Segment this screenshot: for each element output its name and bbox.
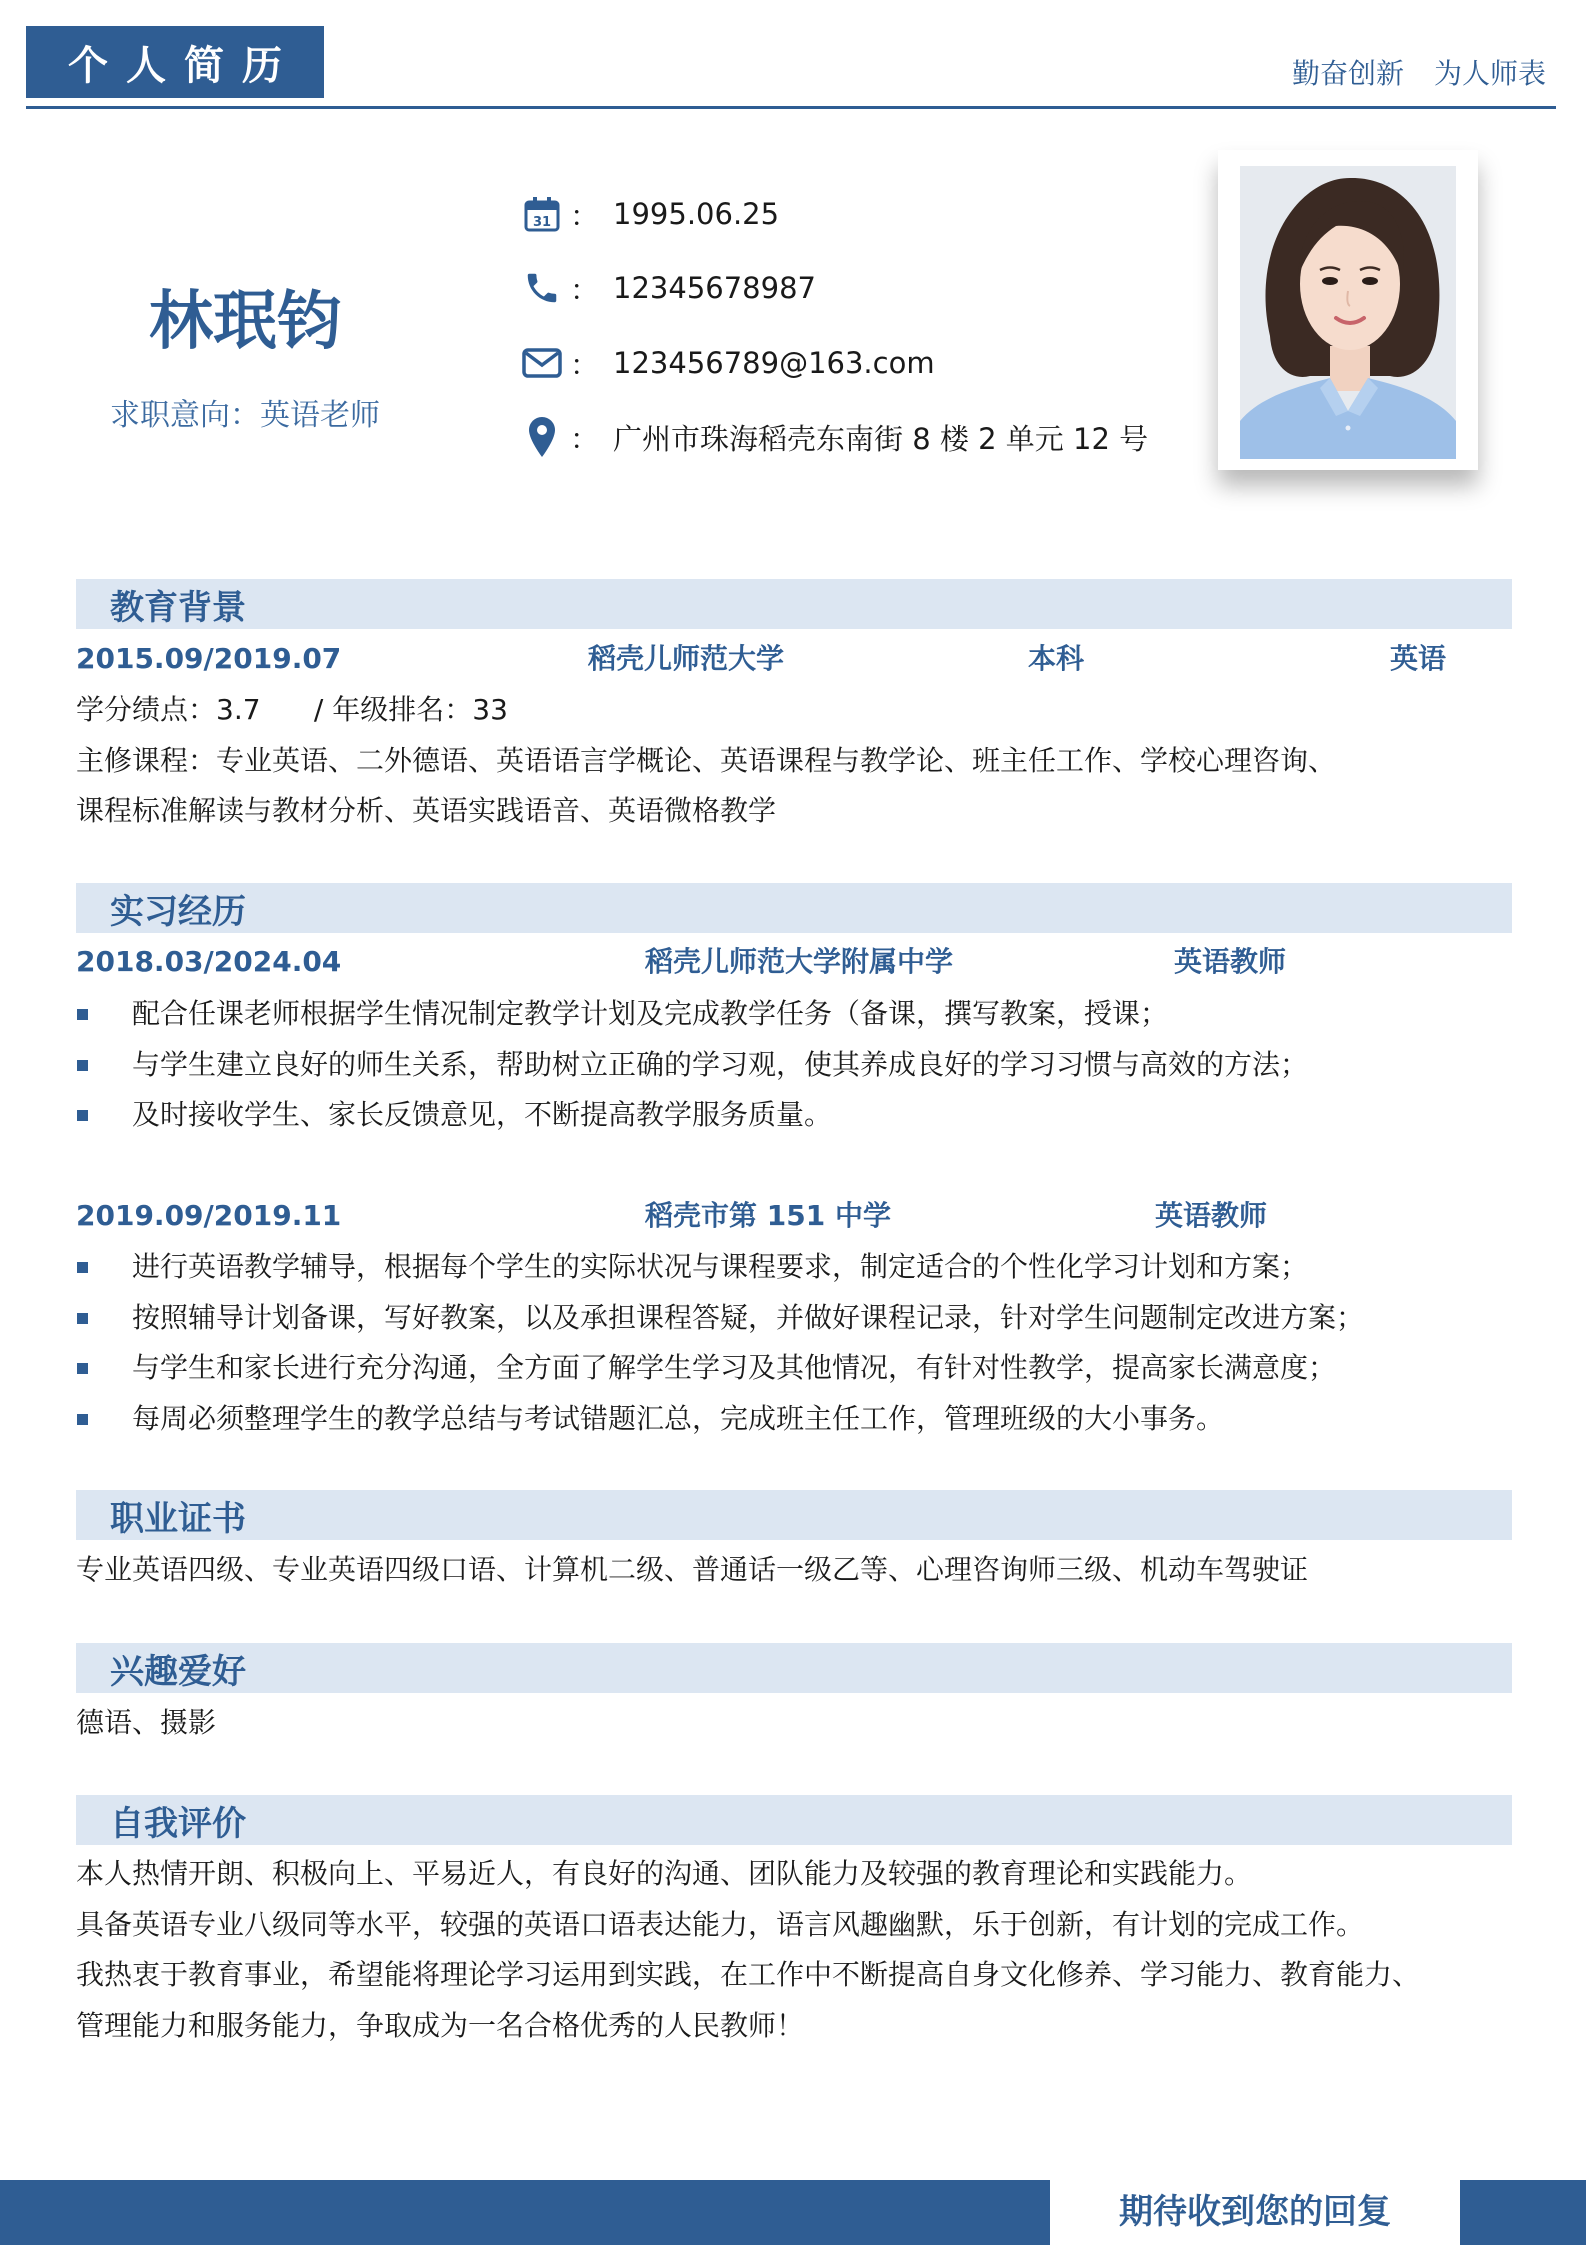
- bullet-square: [77, 1414, 88, 1425]
- section-title-self-evaluation: 自我评价: [110, 1804, 246, 1844]
- footer-bar-left: [0, 2180, 1050, 2245]
- section-bar-education: [76, 579, 1512, 629]
- job-1-duty: 及时接收学生、家长反馈意见，不断提高教学服务质量。: [76, 1093, 832, 1137]
- bullet-square: [77, 1313, 88, 1324]
- birthdate-value: 1995.06.25: [613, 197, 780, 231]
- section-bar-hobbies: [76, 1643, 1512, 1693]
- self-evaluation-line: 本人热情开朗、积极向上、平易近人，有良好的沟通、团队能力及较强的教育理论和实践能力。: [76, 1857, 1253, 1890]
- job-2-duty: 每周必须整理学生的教学总结与考试错题汇总，完成班主任工作，管理班级的大小事务。: [76, 1397, 1224, 1441]
- address-value: 广州市珠海稻壳东南街 8 楼 2 单元 12 号: [613, 421, 1149, 456]
- bullet-square: [77, 1262, 88, 1273]
- education-courses-line-1: 主修课程：专业英语、二外德语、英语语言学概论、英语课程与教学论、班主任工作、学校心理咨询、: [76, 744, 1337, 777]
- contact-birthdate: 31 ： 1995.06.25: [520, 190, 779, 238]
- section-bar-internship: [76, 883, 1512, 933]
- job-2-role: 英语教师: [1155, 1199, 1268, 1232]
- motto-2: 为人师表: [1433, 57, 1546, 90]
- job-1-period: 2018.03/2024.04: [76, 945, 342, 978]
- candidate-name: 林珉钧: [149, 285, 341, 359]
- job-2-duty: 按照辅导计划备课，写好教案，以及承担课程答疑，并做好课程记录，针对学生问题制定改进方案；: [76, 1296, 1364, 1340]
- section-title-certificates: 职业证书: [110, 1499, 246, 1539]
- job-1-duty: 与学生建立良好的师生关系，帮助树立正确的学习观，使其养成良好的学习习惯与高效的方法；: [76, 1043, 1308, 1087]
- education-major: 英语: [1390, 642, 1447, 675]
- mail-icon: [520, 341, 564, 385]
- section-title-education: 教育背景: [110, 588, 246, 628]
- motto-1: 勤奋创新: [1291, 57, 1404, 90]
- section-bar-self-evaluation: [76, 1795, 1512, 1845]
- contact-email: ： 123456789@163.com: [520, 339, 935, 387]
- section-title-internship: 实习经历: [110, 892, 246, 932]
- job-1-org: 稻壳儿师范大学附属中学: [645, 945, 954, 978]
- job-objective: 求职意向：英语老师: [110, 398, 380, 433]
- section-bar-certificates: [76, 1490, 1512, 1540]
- contact-phone: ： 12345678987: [520, 264, 816, 312]
- self-evaluation-line: 管理能力和服务能力，争取成为一名合格优秀的人民教师！: [76, 2009, 805, 2042]
- header-divider: [26, 106, 1556, 109]
- calendar-icon: [520, 192, 564, 236]
- profile-photo: [1240, 166, 1456, 459]
- footer-bar-right: [1460, 2180, 1586, 2245]
- bullet-square: [77, 1110, 88, 1121]
- job-2-duty: 进行英语教学辅导，根据每个学生的实际状况与课程要求，制定适合的个性化学习计划和方案；: [76, 1245, 1308, 1289]
- job-2-duty: 与学生和家长进行充分沟通，全方面了解学生学习及其他情况，有针对性教学，提高家长满意度；: [76, 1346, 1336, 1390]
- education-courses-line-2: 课程标准解读与教材分析、英语实践语音、英语微格教学: [76, 794, 777, 827]
- location-pin-icon: [520, 415, 564, 459]
- education-gpa: 学分绩点：3.7 / 年级排名：33: [76, 693, 508, 726]
- job-2-org: 稻壳市第 151 中学: [645, 1199, 891, 1232]
- footer-text: 期待收到您的回复: [1119, 2192, 1391, 2232]
- svg-text:31: 31: [532, 215, 552, 230]
- bullet-square: [77, 1060, 88, 1071]
- bullet-square: [77, 1363, 88, 1374]
- education-school: 稻壳儿师范大学: [588, 642, 785, 675]
- education-degree: 本科: [1028, 642, 1085, 675]
- job-2-period: 2019.09/2019.11: [76, 1199, 342, 1232]
- motto: [1292, 52, 1546, 92]
- photo-frame: [1218, 150, 1478, 470]
- certificates-text: 专业英语四级、专业英语四级口语、计算机二级、普通话一级乙等、心理咨询师三级、机动车驾驶证: [76, 1553, 1309, 1586]
- phone-icon: [520, 266, 564, 310]
- resume-title: 个人简历: [26, 26, 324, 98]
- self-evaluation-line: 我热衷于教育事业，希望能将理论学习运用到实践，在工作中不断提高自身文化修养、学习能力、教育能力、: [76, 1958, 1421, 1991]
- job-1-role: 英语教师: [1174, 945, 1287, 978]
- contact-address: ： 广州市珠海稻壳东南街 8 楼 2 单元 12 号: [520, 413, 1148, 461]
- section-title-hobbies: 兴趣爱好: [110, 1652, 246, 1692]
- education-period: 2015.09/2019.07: [76, 642, 342, 675]
- self-evaluation-line: 具备英语专业八级同等水平，较强的英语口语表达能力，语言风趣幽默，乐于创新，有计划的完成工作。: [76, 1908, 1365, 1941]
- bullet-square: [77, 1009, 88, 1020]
- hobbies-text: 德语、摄影: [76, 1706, 217, 1739]
- email-value: 123456789@163.com: [613, 346, 935, 380]
- job-1-duty: 配合任课老师根据学生情况制定教学计划及完成教学任务（备课，撰写教案，授课；: [76, 992, 1168, 1036]
- phone-value: 12345678987: [613, 271, 816, 305]
